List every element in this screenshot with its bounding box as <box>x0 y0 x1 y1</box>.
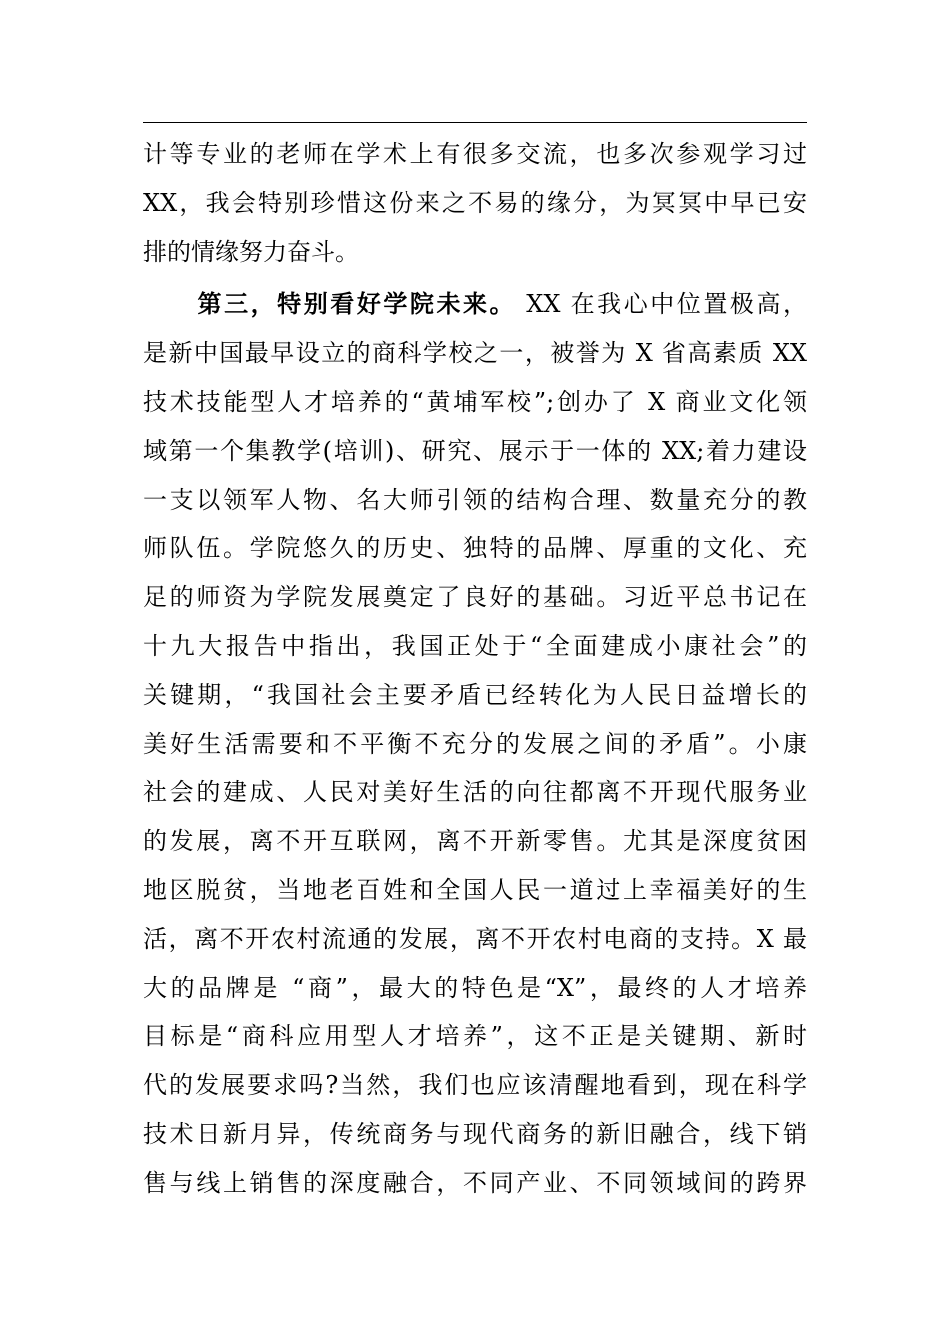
paragraph-line: 是新中国最早设立的商科学校之一，被誉为 X 省高素质 XX <box>143 339 807 368</box>
paragraph-line: 足的师资为学院发展奠定了良好的基础。习近平总书记在 <box>143 583 807 612</box>
paragraph-2 <box>143 280 807 1207</box>
paragraph-line: 一支以领军人物、名大师引领的结构合理、数量充分的教 <box>143 485 807 514</box>
paragraph-line: 社会的建成、人民对美好生活的向往都离不开现代服务业 <box>143 778 807 807</box>
paragraph-first-line <box>143 280 807 329</box>
paragraph-line: 关键期，“我国社会主要矛盾已经转化为人民日益增长的 <box>143 680 807 709</box>
header-rule <box>143 122 807 123</box>
paragraph-line: XX，我会特别珍惜这份来之不易的缘分，为冥冥中早已安 <box>143 188 807 217</box>
paragraph-line: 美好生活需要和不平衡不充分的发展之间的矛盾”。小康 <box>143 729 807 758</box>
paragraph-line: 域第一个集教学(培训)、研究、展示于一体的 XX;着力建设 <box>143 436 807 465</box>
paragraph-line: 售与线上销售的深度融合，不同产业、不同领域间的跨界 <box>143 1168 807 1197</box>
paragraph-line: 技术日新月异，传统商务与现代商务的新旧融合，线下销 <box>143 1119 807 1148</box>
paragraph-line: 计等专业的老师在学术上有很多交流，也多次参观学习过 <box>143 140 807 168</box>
paragraph-line: 十九大报告中指出，我国正处于“全面建成小康社会”的 <box>143 631 807 660</box>
paragraph-line: 技术技能型人才培养的“黄埔军校”;创办了 X 商业文化领 <box>143 387 807 416</box>
paragraph-line: 大的品牌是 “商”，最大的特色是“X”，最终的人才培养 <box>143 973 807 1002</box>
body-text <box>143 130 807 1208</box>
paragraph-line: 的发展，离不开互联网，离不开新零售。尤其是深度贫困 <box>143 827 807 856</box>
paragraph-1 <box>143 130 807 276</box>
section-heading: 第三，特别看好学院未来。 <box>195 290 517 319</box>
paragraph-line: 代的发展要求吗?当然，我们也应该清醒地看到，现在科学 <box>143 1071 807 1100</box>
paragraph-line: 师队伍。学院悠久的历史、独特的品牌、厚重的文化、充 <box>143 534 807 563</box>
paragraph-line-text: XX 在我心中位置极高， <box>526 290 807 319</box>
paragraph-line: 地区脱贫，当地老百姓和全国人民一道过上幸福美好的生 <box>143 875 807 904</box>
paragraph-line: 活，离不开农村流通的发展，离不开农村电商的支持。X 最 <box>143 924 807 953</box>
paragraph-line: 目标是“商科应用型人才培养”，这不正是关键期、新时 <box>143 1022 807 1051</box>
paragraph-line: 排的情缘努力奋斗。 <box>143 237 359 266</box>
